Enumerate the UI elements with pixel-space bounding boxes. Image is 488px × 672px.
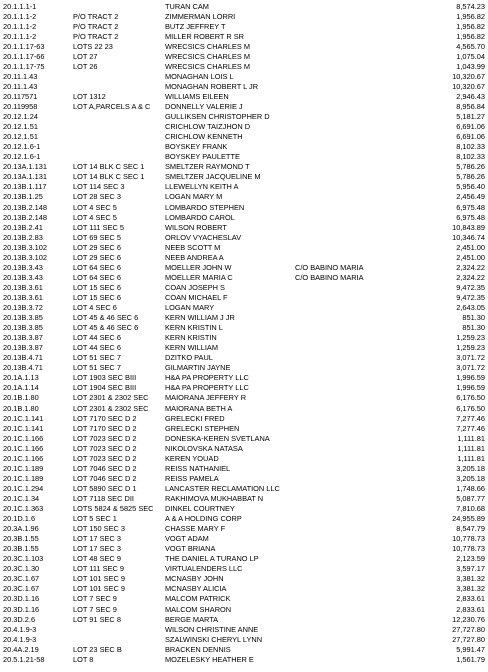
parcel-number: 20.13B.3.85: [3, 323, 43, 333]
legal-description: LOT 45 & 46 SEC 6: [73, 323, 139, 333]
owner-name: WRECSICS CHARLES M: [165, 61, 251, 71]
parcel-number: 20.1C.1.166: [3, 433, 44, 443]
legal-description: LOT 7118 SEC DII: [73, 493, 134, 503]
parcel-number: 20.119958: [3, 102, 38, 111]
legal-description: LOT 7 SEC 9: [73, 594, 117, 604]
amount-due: 2,324.22: [456, 262, 485, 272]
legal-description: P/O TRACT 2: [73, 11, 119, 21]
owner-name: LOGAN MARY M: [165, 192, 223, 202]
owner-name: MOELLER MARIA C: [165, 272, 233, 282]
amount-due: 10,778.73: [452, 544, 485, 554]
legal-description: LOT 64 SEC 6: [73, 262, 121, 272]
parcel-number: 20.4.1.9-3: [3, 634, 37, 644]
parcel-number: 20.1D.1.6: [3, 514, 36, 524]
amount-due: 10,320.67: [452, 71, 485, 81]
amount-due: 5,786.26: [456, 172, 485, 182]
parcel-number: 20.1C.1.189: [3, 463, 44, 473]
legal-description: LOT 51 SEC 7: [73, 353, 121, 363]
owner-name: MALCOM PATRICK: [165, 594, 231, 604]
amount-due: 8,102.33: [456, 142, 485, 152]
legal-description: LOT 7 SEC 9: [73, 604, 117, 614]
parcel-number: 20.13B.4.71: [3, 353, 43, 363]
owner-name: MILLER ROBERT R SR: [165, 31, 244, 41]
legal-description: LOT 150 SEC 3: [73, 524, 126, 534]
owner-name: H&A PA PROPERTY LLC: [165, 373, 249, 383]
parcel-number: 20.1C.1.34: [3, 493, 40, 503]
owner-name: NEEB ANDREA A: [165, 252, 224, 262]
amount-due: 10,843.89: [452, 222, 485, 232]
legal-description: LOT 48 SEC 9: [73, 554, 121, 564]
owner-name: SZALWINSKI CHERYL LYNN: [165, 634, 263, 644]
owner-name: KERN KRISTIN L: [165, 323, 223, 333]
amount-due: 7,810.68: [456, 504, 485, 513]
parcel-number: 20.3D.1.16: [3, 594, 40, 604]
amount-due: 4,565.70: [456, 41, 485, 51]
legal-description: LOT 101 SEC 9: [73, 584, 126, 594]
parcel-number: 20.1.1.1-1: [3, 1, 37, 11]
owner-name: VIRTUALENDERS LLC: [165, 564, 243, 574]
owner-name: LOMBARDO STEPHEN: [165, 202, 245, 212]
parcel-number: 20.13B.4.71: [3, 363, 43, 373]
parcel-number: 20.3D.2.6: [3, 614, 36, 624]
parcel-number: 20.1.1.1-2: [3, 21, 37, 31]
parcel-number: 20.1.1.17-66: [3, 51, 45, 61]
parcel-number: 20.1.1.17-75: [3, 61, 45, 71]
parcel-number: 20.13B.1.25: [3, 192, 43, 202]
amount-due: 10,320.67: [452, 81, 485, 91]
owner-name: NIKOLOVSKA NATASA: [165, 443, 243, 453]
parcel-number: 20.3B.1.55: [3, 544, 39, 554]
parcel-number: 20.1B.1.80: [3, 393, 39, 403]
legal-description: LOT 1312: [73, 91, 106, 101]
owner-name: RAKHIMOVA MUKHABBAT N: [165, 493, 264, 503]
owner-name: DONESKA-KEREN SVETLANA: [165, 433, 270, 443]
parcel-number: 20.13B.3.85: [3, 313, 43, 323]
owner-name: LOMBARDO CAROL: [165, 212, 235, 222]
amount-due: 3,597.17: [456, 564, 485, 574]
amount-due: 2,833.61: [456, 604, 485, 614]
owner-name: ZIMMERMAN LORRI: [165, 11, 236, 21]
owner-name: COAN JOSEPH S: [165, 282, 225, 292]
amount-due: 3,381.32: [456, 574, 485, 584]
amount-due: 7,277.46: [456, 423, 485, 433]
legal-description: LOT 111 SEC 9: [73, 564, 124, 574]
parcel-number: 20.1C.1.294: [3, 483, 44, 493]
parcel-number: 20.1A.1.14: [3, 383, 39, 393]
owner-name: MCNASBY JOHN: [165, 574, 224, 584]
owner-name: DINKEL COURTNEY: [165, 504, 235, 513]
amount-due: 1,111.81: [457, 443, 485, 453]
owner-name: DZITKO PAUL: [165, 353, 213, 363]
legal-description: LOT 2301 & 2302 SEC: [73, 403, 149, 413]
parcel-number: 20.3B.1.55: [3, 534, 39, 544]
parcel-number: 20.13B.3.102: [3, 252, 47, 262]
amount-due: 27,727.80: [452, 624, 485, 634]
legal-description: LOT 114 SEC 3: [73, 182, 125, 192]
parcel-number: 20.13B.3.43: [3, 262, 43, 272]
parcel-number: 20.13B.3.102: [3, 242, 47, 252]
amount-due: 5,991.47: [456, 644, 485, 654]
parcel-number: 20.1B.1.80: [3, 403, 39, 413]
legal-description: LOT 8: [73, 654, 94, 664]
parcel-number: 20.1.1.17-63: [3, 41, 45, 51]
legal-description: LOT 7170 SEC D 2: [73, 413, 137, 423]
parcel-number: 20.11.1.43: [3, 81, 38, 91]
legal-description: LOT 17 SEC 3: [73, 534, 121, 544]
legal-description: LOT 15 SEC 6: [73, 292, 121, 302]
owner-name: WILSON CHRISTINE ANNE: [165, 624, 259, 634]
owner-name: GULLIKSEN CHRISTOPHER D: [165, 112, 270, 122]
legal-description: LOT 2301 & 2302 SEC: [73, 393, 149, 403]
parcel-number: 20.12.1.6-1: [3, 152, 41, 162]
owner-name: SMELTZER RAYMOND T: [165, 162, 250, 172]
owner-name: REISS PAMELA: [165, 473, 219, 483]
amount-due: 5,956.40: [456, 182, 485, 192]
amount-due: 851.30: [462, 313, 485, 323]
legal-description: LOT 14 BLK C SEC 1: [73, 172, 145, 182]
amount-due: 3,071.72: [456, 363, 485, 373]
amount-due: 3,205.18: [456, 473, 485, 483]
amount-due: 6,176.50: [456, 393, 485, 403]
legal-description: LOT 51 SEC 7: [73, 363, 121, 373]
amount-due: 2,833.61: [456, 594, 485, 604]
amount-due: 1,956.82: [456, 21, 485, 31]
legal-description: LOT 4 SEC 5: [73, 202, 117, 212]
owner-name: COAN MICHAEL F: [165, 292, 228, 302]
owner-name: MONAGHAN ROBERT L JR: [165, 81, 259, 91]
parcel-number: 20.1.1.1-2: [3, 11, 37, 21]
amount-due: 9,472.35: [456, 282, 485, 292]
parcel-number: 20.1C.1.166: [3, 453, 44, 463]
owner-name: LLEWELLYN KEITH A: [165, 182, 239, 192]
owner-name: TURAN CAM: [165, 1, 209, 11]
amount-due: 1,111.81: [457, 453, 485, 463]
amount-due: 1,259.23: [456, 343, 485, 353]
parcel-number: 20.4A.2.19: [3, 644, 39, 654]
amount-due: 3,205.18: [456, 463, 485, 473]
legal-description: LOT 7023 SEC D 2: [73, 433, 137, 443]
owner-name: BOYSKEY PAULETTE: [165, 152, 240, 162]
owner-name: H&A PA PROPERTY LLC: [165, 383, 249, 393]
amount-due: 2,451.00: [456, 252, 485, 262]
amount-due: 8,574.23: [456, 1, 485, 11]
legal-description: LOT A,PARCELS A & C: [73, 102, 151, 111]
legal-description: LOT 23 SEC B: [73, 644, 122, 654]
owner-name: KERN WILLIAM: [165, 343, 218, 353]
amount-due: 5,087.77: [456, 493, 485, 503]
owner-name: MCNASBY ALICIA: [165, 584, 227, 594]
owner-name: KERN KRISTIN: [165, 333, 217, 343]
legal-description: LOTS 5824 & 5825 SEC: [73, 504, 154, 513]
legal-description: LOT 101 SEC 9: [73, 574, 126, 584]
owner-name: BUTZ JEFFREY T: [165, 21, 226, 31]
legal-description: LOT 91 SEC 8: [73, 614, 121, 624]
owner-name: NEEB SCOTT M: [165, 242, 221, 252]
amount-due: 2,643.05: [456, 303, 485, 312]
owner-name: CRICHLOW TAIZJHON D: [165, 122, 251, 132]
owner-name: A & A HOLDING CORP: [165, 514, 242, 524]
amount-due: 2,123.59: [456, 554, 485, 564]
amount-due: 8,547.79: [456, 524, 485, 534]
owner-name: LOGAN MARY: [165, 303, 215, 312]
amount-due: 1,043.99: [456, 61, 485, 71]
owner-name: MONAGHAN LOIS L: [165, 71, 234, 81]
parcel-number: 20.13B.2.148: [3, 212, 47, 222]
legal-description: LOT 7046 SEC D 2: [73, 473, 137, 483]
amount-due: 1,259.23: [456, 333, 485, 343]
legal-description: LOT 4 SEC 5: [73, 212, 117, 222]
parcel-number: 20.12.1.51: [3, 132, 38, 142]
parcel-number: 20.1C.1.189: [3, 473, 44, 483]
legal-description: P/O TRACT 2: [73, 31, 119, 41]
amount-due: 1,996.59: [456, 373, 485, 383]
legal-description: LOT 1904 SEC BIII: [73, 383, 137, 393]
amount-due: 6,691.06: [456, 132, 485, 142]
amount-due: 7,277.46: [456, 413, 485, 423]
parcel-number: 20.1C.1.166: [3, 443, 44, 453]
owner-name: BOYSKEY FRANK: [165, 142, 228, 152]
legal-description: LOT 7023 SEC D 2: [73, 453, 137, 463]
parcel-number: 20.3D.1.16: [3, 604, 40, 614]
owner-name: WRECSICS CHARLES M: [165, 41, 251, 51]
legal-description: LOT 4 SEC 6: [73, 303, 117, 312]
legal-description: LOT 44 SEC 6: [73, 333, 121, 343]
amount-due: 6,975.48: [456, 212, 485, 222]
parcel-number: 20.13B.3.43: [3, 272, 43, 282]
legal-description: LOT 15 SEC 6: [73, 282, 121, 292]
owner-name: THE DANIEL A TURANO LP: [165, 554, 259, 564]
legal-description: LOTS 22 23: [73, 41, 113, 51]
legal-description: LOT 7046 SEC D 2: [73, 463, 137, 473]
owner-name: BERGE MARTA: [165, 614, 219, 624]
owner-name: MOZELESKY HEATHER E: [165, 654, 254, 664]
amount-due: 6,975.48: [456, 202, 485, 212]
owner-name: DONNELLY VALERIE J: [165, 102, 243, 111]
legal-description: LOT 44 SEC 6: [73, 343, 121, 353]
parcel-number: 20.12.1.6-1: [3, 142, 41, 152]
amount-due: 5,786.26: [456, 162, 485, 172]
amount-due: 6,176.50: [456, 403, 485, 413]
parcel-number: 20.117571: [3, 91, 38, 101]
parcel-number: 20.1C.1.363: [3, 504, 44, 513]
parcel-number: 20.12.1.51: [3, 122, 38, 132]
legal-description: LOT 69 SEC 5: [73, 232, 121, 242]
parcel-number: 20.13B.1.117: [3, 182, 47, 192]
amount-due: 12,230.76: [452, 614, 485, 624]
legal-description: LOT 5 SEC 1: [73, 514, 117, 524]
owner-name: VOGT BRIANA: [165, 544, 216, 554]
amount-due: 1,748.66: [456, 483, 485, 493]
parcel-number: 20.3C.1.103: [3, 554, 44, 564]
owner-name: WILLIAMS EILEEN: [165, 91, 229, 101]
amount-due: 27,727.80: [452, 634, 485, 644]
owner-name: BRACKEN DENNIS: [165, 644, 231, 654]
amount-due: 2,324.22: [456, 272, 485, 282]
parcel-number: 20.1C.1.141: [3, 423, 44, 433]
parcel-number: 20.3A.1.96: [3, 524, 39, 534]
amount-due: 6,691.06: [456, 122, 485, 132]
amount-due: 2,456.49: [456, 192, 485, 202]
owner-name: MOELLER JOHN W: [165, 262, 232, 272]
amount-due: 10,778.73: [452, 534, 485, 544]
amount-due: 1,956.82: [456, 11, 485, 21]
legal-description: LOT 14 BLK C SEC 1: [73, 162, 145, 172]
legal-description: LOT 7170 SEC D 2: [73, 423, 137, 433]
amount-due: 8,956.84: [456, 102, 485, 111]
owner-name: CRICHLOW KENNETH: [165, 132, 243, 142]
legal-description: LOT 28 SEC 3: [73, 192, 121, 202]
amount-due: 3,381.32: [456, 584, 485, 594]
parcel-number: 20.13B.3.61: [3, 292, 43, 302]
owner-name: WILSON ROBERT: [165, 222, 227, 232]
legal-description: LOT 27: [73, 51, 98, 61]
owner-name: MALCOM SHARON: [165, 604, 232, 614]
legal-description: LOT 17 SEC 3: [73, 544, 121, 554]
amount-due: 1,075.04: [456, 51, 485, 61]
amount-due: 2,451.00: [456, 242, 485, 252]
amount-due: 1,561.79: [456, 654, 485, 664]
parcel-number: 20.13B.3.61: [3, 282, 43, 292]
amount-due: 1,111.81: [457, 433, 485, 443]
amount-due: 9,472.35: [456, 292, 485, 302]
amount-due: 3,071.72: [456, 353, 485, 363]
owner-name: MAIORANA JEFFERY R: [165, 393, 247, 403]
parcel-number: 20.13B.3.72: [3, 303, 43, 312]
amount-due: 10,346.74: [452, 232, 485, 242]
owner-name: KERN WILLIAM J JR: [165, 313, 235, 323]
amount-due: 24,955.89: [452, 514, 485, 524]
parcel-number: 20.1.1.1-2: [3, 31, 37, 41]
amount-due: 5,181.27: [456, 112, 485, 122]
amount-due: 1,996.59: [456, 383, 485, 393]
legal-description: LOT 29 SEC 6: [73, 252, 121, 262]
amount-due: 8,102.33: [456, 152, 485, 162]
parcel-number: 20.13B.2.41: [3, 222, 43, 232]
parcel-number: 20.1C.1.141: [3, 413, 44, 423]
legal-description: LOT 26: [73, 61, 98, 71]
amount-due: 2,946.43: [456, 91, 485, 101]
parcel-number: 20.5.1.21-58: [3, 654, 45, 664]
legal-description: LOT 45 & 46 SEC 6: [73, 313, 139, 323]
table-row: [0, 655, 488, 666]
legal-description: LOT 5890 SEC D 1: [73, 483, 137, 493]
owner-name: GRELECKI FRED: [165, 413, 225, 423]
legal-description: P/O TRACT 2: [73, 21, 119, 31]
owner-name: GRELECKI STEPHEN: [165, 423, 240, 433]
parcel-number: 20.1A.1.13: [3, 373, 39, 383]
owner-name: ORLOV VYACHESLAV: [165, 232, 242, 242]
legal-description: LOT 29 SEC 6: [73, 242, 121, 252]
parcel-number: 20.13B.2.83: [3, 232, 43, 242]
parcel-number: 20.12.1.24: [3, 112, 38, 122]
care-of: C/O BABINO MARIA: [295, 272, 364, 282]
parcel-number: 20.13A.1.131: [3, 162, 47, 172]
legal-description: LOT 7023 SEC D 2: [73, 443, 137, 453]
parcel-number: 20.3C.1.67: [3, 574, 40, 584]
parcel-number: 20.4.1.9-3: [3, 624, 37, 634]
owner-name: VOGT ADAM: [165, 534, 209, 544]
legal-description: LOT 64 SEC 6: [73, 272, 121, 282]
amount-due: 1,956.82: [456, 31, 485, 41]
parcel-number: 20.11.1.43: [3, 71, 38, 81]
owner-name: CHASSE MARY F: [165, 524, 226, 534]
parcel-number: 20.13A.1.131: [3, 172, 47, 182]
parcel-number: 20.13B.2.148: [3, 202, 47, 212]
owner-name: SMELTZER JACQUELINE M: [165, 172, 261, 182]
amount-due: 851.30: [462, 323, 485, 333]
care-of: C/O BABINO MARIA: [295, 262, 364, 272]
owner-name: REISS NATHANIEL: [165, 463, 231, 473]
owner-name: GILMARTIN JAYNE: [165, 363, 231, 373]
owner-name: MAIORANA BETH A: [165, 403, 233, 413]
owner-name: KEREN YOUAD: [165, 453, 219, 463]
parcel-number: 20.13B.3.87: [3, 343, 43, 353]
parcel-number: 20.13B.3.87: [3, 333, 43, 343]
owner-name: LANCASTER RECLAMATION LLC: [165, 483, 280, 493]
parcel-number: 20.3C.1.30: [3, 564, 40, 574]
legal-description: LOT 1903 SEC BIII: [73, 373, 137, 383]
owner-name: WRECSICS CHARLES M: [165, 51, 251, 61]
parcel-number: 20.3C.1.67: [3, 584, 40, 594]
legal-description: LOT 111 SEC 5: [73, 222, 124, 232]
